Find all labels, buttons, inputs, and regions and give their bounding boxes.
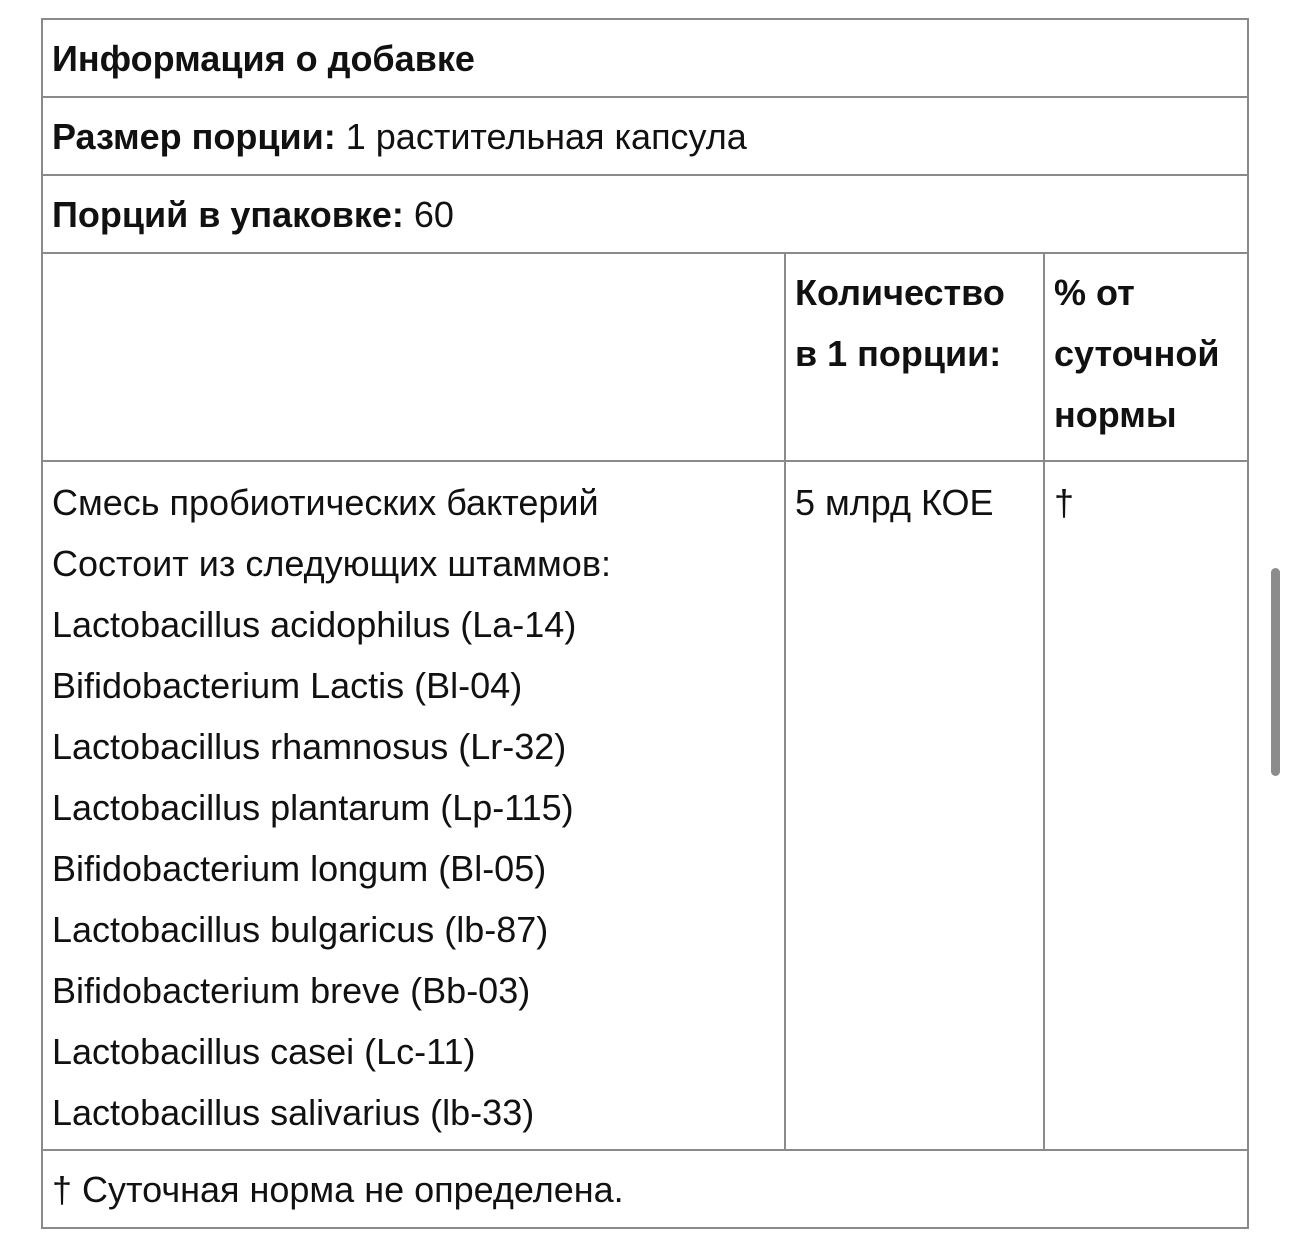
title-row <box>42 19 1248 97</box>
servings-label: Порций в упаковке: <box>52 193 404 235</box>
ingredient-row <box>42 461 1248 1150</box>
daily-value-mark: † <box>1054 482 1075 523</box>
footnote-text: † Суточная норма не определена. <box>42 1150 1248 1228</box>
ingredient-line: Lactobacillus rhamnosus (Lr-32) <box>52 726 567 767</box>
ingredient-line: Lactobacillus casei (Lc-11) <box>52 1031 476 1072</box>
vertical-scrollbar[interactable] <box>1271 568 1280 776</box>
header-amount-line2: в 1 порции: <box>795 333 1002 374</box>
ingredient-line: Состоит из следующих штаммов: <box>52 543 611 584</box>
daily-value-cell <box>1044 461 1248 1150</box>
ingredient-line: Lactobacillus plantarum (Lp-115) <box>52 787 574 828</box>
ingredient-line: Bifidobacterium longum (Bl-05) <box>52 848 547 889</box>
header-dv-line1: % от <box>1054 272 1135 313</box>
ingredient-line: Bifidobacterium breve (Bb-03) <box>52 970 531 1011</box>
serving-size-row <box>42 97 1248 175</box>
column-header-row <box>42 253 1248 461</box>
ingredient-line: Lactobacillus bulgaricus (lb-87) <box>52 909 549 950</box>
servings-cell <box>42 175 1248 253</box>
header-amount-line1: Количество <box>795 272 1005 313</box>
ingredient-line: Lactobacillus salivarius (lb-33) <box>52 1092 535 1133</box>
serving-size-label: Размер порции: <box>52 115 336 157</box>
header-dv-line3: нормы <box>1054 394 1177 435</box>
header-dv-cell <box>1044 253 1248 461</box>
footnote-row <box>42 1150 1248 1228</box>
amount-value: 5 млрд КОЕ <box>795 482 994 523</box>
serving-size-cell <box>42 97 1248 175</box>
table-title: Информация о добавке <box>42 19 1248 97</box>
servings-value: 60 <box>413 193 454 235</box>
ingredient-line: Смесь пробиотических бактерий <box>52 482 599 523</box>
ingredient-list-cell <box>42 461 785 1150</box>
header-dv-line2: суточной <box>1054 333 1220 374</box>
supplement-facts-table <box>41 18 1249 1229</box>
ingredient-line: Bifidobacterium Lactis (Bl-04) <box>52 665 523 706</box>
serving-size-value: 1 растительная капсула <box>345 115 747 157</box>
servings-per-container-row <box>42 175 1248 253</box>
ingredient-line: Lactobacillus acidophilus (La-14) <box>52 604 577 645</box>
amount-cell <box>785 461 1044 1150</box>
header-empty-cell <box>42 253 785 461</box>
header-amount-cell <box>785 253 1044 461</box>
